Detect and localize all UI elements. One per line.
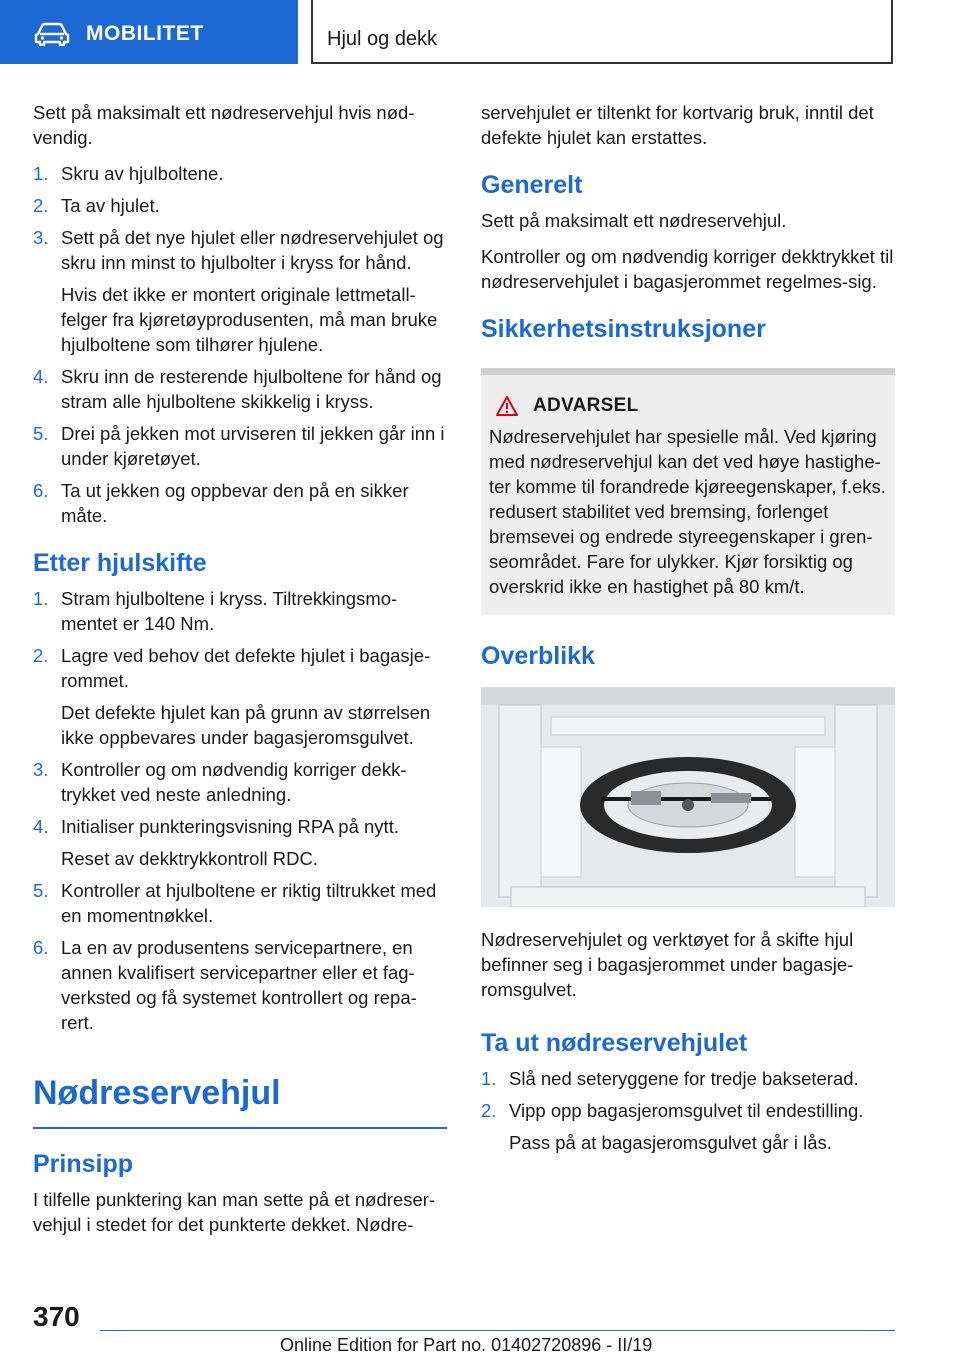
list-item-number: 5. [33, 423, 49, 444]
principle-paragraph: I tilfelle punktering kan man sette på et nødreser-vehjul i stedet for det punkterte dekket. Nødre- [33, 1189, 436, 1235]
warning-title: ADVARSEL [533, 395, 639, 416]
list-item-number: 1. [481, 1068, 497, 1089]
list-item [33, 225, 447, 357]
list-item [481, 1066, 895, 1091]
continued-paragraph: servehjulet er tiltenkt for kortvarig bruk, inntil det defekte hjulet kan erstattes. [481, 102, 874, 148]
right-column [481, 100, 895, 1166]
list-item-text: La en av produsentens servicepartnere, en annen kvalifisert servicepartner eller et fag-verksted og få systemet kontrollert og repa-rert. [61, 937, 417, 1033]
list-item [33, 757, 447, 807]
list-item [33, 161, 447, 186]
footer-rule [100, 1330, 895, 1331]
edition-text: Online Edition for Part no. 01402720896 - II/19 [280, 1335, 653, 1355]
list-item-text: Vipp opp bagasjeromsgulvet til endestilling. [509, 1100, 864, 1121]
warning-text: Nødreservehjulet har spesielle mål. Ved kjøring med nødreservehjul kan det ved høye hastighe-ter komme til forandrede kjøreegenskaper, f.eks. redusert stabilitet ved bremsing, forlenget bremsevei og endrede styreegenskaper i gren-seområdet. Fare for ulykker. Kjør forsiktig og overskrid ikke en hastighet på 80 km/t. [489, 426, 886, 597]
warning-triangle-icon [495, 395, 519, 417]
list-item-text: Lagre ved behov det defekte hjulet i bagasje-rommet. [61, 645, 431, 691]
principle-heading: Prinsipp [33, 1150, 134, 1178]
general-paragraph-1: Sett på maksimalt ett nødreservehjul. [481, 210, 787, 231]
figure-caption: Nødreservehjulet og verktøyet for å skifte hjul befinner seg i bagasjerommet under bagasje-romsgulvet. [481, 929, 854, 1000]
list-item-number: 4. [33, 366, 49, 387]
car-icon [34, 22, 70, 46]
list-item-number: 6. [33, 480, 49, 501]
list-item [33, 478, 447, 528]
section-tab [0, 0, 298, 64]
list-item-note: Det defekte hjulet kan på grunn av størrelsen ikke oppbevares under bagasjeromsgulvet. [61, 702, 431, 748]
list-item-number: 4. [33, 816, 49, 837]
list-item-number: 3. [33, 759, 49, 780]
list-item-note: Reset av dekktrykkontroll RDC. [61, 848, 319, 869]
list-item-number: 6. [33, 937, 49, 958]
section-label: MOBILITET [86, 22, 204, 45]
list-item-text: Skru av hjulboltene. [61, 163, 224, 184]
list-item-text: Stram hjulboltene i kryss. Tiltrekkingsmo-mentet er 140 Nm. [61, 588, 398, 634]
list-item-text: Sett på det nye hjulet eller nødreservehjulet og skru inn minst to hjulbolter i kryss for hånd. [61, 227, 444, 273]
wheel-change-steps [33, 161, 447, 528]
chapter-header [311, 0, 893, 64]
list-item-text: Ta ut jekken og oppbevar den på en sikker måte. [61, 480, 409, 526]
list-item-number: 2. [33, 645, 49, 666]
list-item [33, 814, 447, 871]
list-item-number: 1. [33, 163, 49, 184]
remove-steps [481, 1066, 895, 1155]
list-item-number: 1. [33, 588, 49, 609]
list-item-text: Slå ned seteryggene for tredje bakseterad. [509, 1068, 859, 1089]
left-column [33, 100, 447, 1248]
list-item-text: Ta av hjulet. [61, 195, 160, 216]
list-item [33, 586, 447, 636]
list-item-note: Pass på at bagasjeromsgulvet går i lås. [509, 1132, 832, 1153]
remove-heading: Ta ut nødreservehjulet [481, 1029, 748, 1057]
list-item-number: 2. [481, 1100, 497, 1121]
list-item-note: Hvis det ikke er montert originale lettmetall-felger fra kjøretøyprodusenten, må man bruke hjulboltene som tilhører hjulene. [61, 284, 438, 355]
general-heading: Generelt [481, 171, 583, 199]
after-change-steps [33, 586, 447, 1035]
overview-heading: Overblikk [481, 642, 595, 670]
list-item [33, 193, 447, 218]
chapter-heading: Nødreservehjul [33, 1071, 447, 1129]
list-item [33, 364, 447, 414]
trunk-spare-wheel-illustration [481, 687, 895, 907]
list-item [33, 421, 447, 471]
chapter-label: Hjul og dekk [327, 28, 438, 50]
list-item-text: Skru inn de resterende hjulboltene for hånd og stram alle hjulboltene skikkelig i kryss. [61, 366, 442, 412]
safety-heading: Sikkerhetsinstruksjoner [481, 315, 766, 343]
list-item-text: Kontroller og om nødvendig korriger dekk-trykket ved neste anledning. [61, 759, 407, 805]
section-heading-after-change: Etter hjulskifte [33, 549, 207, 577]
warning-box [481, 375, 895, 615]
list-item-number: 2. [33, 195, 49, 216]
list-item-text: Drei på jekken mot urviseren til jekken går inn i under kjøretøyet. [61, 423, 445, 469]
list-item-text: Kontroller at hjulboltene er riktig tiltrukket med en momentnøkkel. [61, 880, 437, 926]
page-number: 370 [33, 1301, 80, 1332]
general-paragraph-2: Kontroller og om nødvendig korriger dekktrykket til nødreservehjulet i bagasjerommet regelmes-sig. [481, 246, 894, 292]
list-item [33, 935, 447, 1035]
list-item [33, 878, 447, 928]
list-item [33, 643, 447, 750]
warning-header [489, 393, 887, 418]
intro-paragraph: Sett på maksimalt ett nødreservehjul hvis nød-vendig. [33, 102, 415, 148]
list-item-number: 3. [33, 227, 49, 248]
warning-top-rule [481, 368, 895, 375]
list-item [481, 1098, 895, 1155]
list-item-text: Initialiser punkteringsvisning RPA på nytt. [61, 816, 399, 837]
list-item-number: 5. [33, 880, 49, 901]
